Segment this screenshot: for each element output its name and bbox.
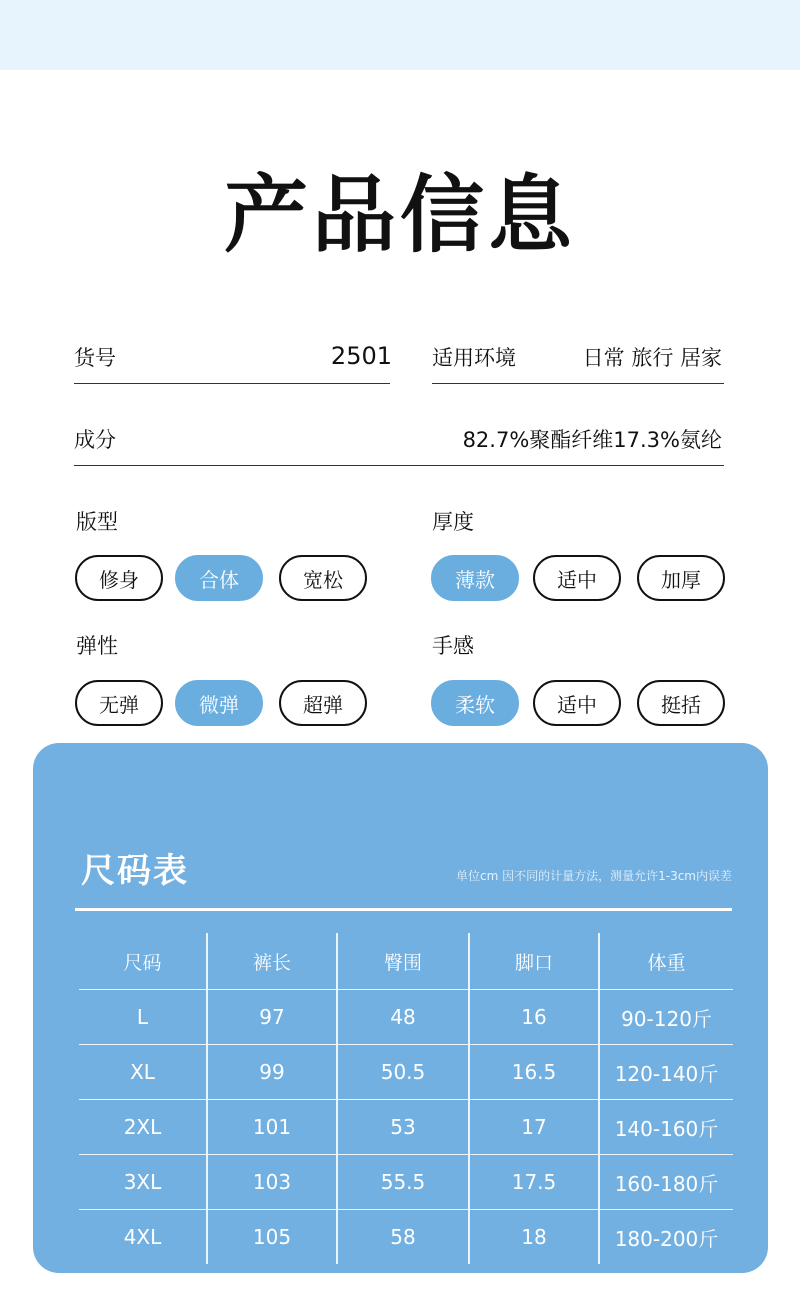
table-row — [79, 1045, 733, 1100]
item-no-value: 2501 — [330, 342, 392, 370]
cell-length: 101 — [207, 1100, 337, 1155]
size-chart-note: 单位cm 因不同的计量方法，测量允许1-3cm内误差 — [456, 869, 732, 883]
cell-weight: 120-140斤 — [599, 1045, 733, 1100]
cell-hip: 48 — [337, 990, 469, 1045]
size-chart-rule — [75, 908, 732, 911]
table-row — [79, 1210, 733, 1265]
cell-hem: 18 — [469, 1210, 599, 1265]
header-length: 裤长 — [207, 933, 337, 990]
cell-weight: 180-200斤 — [599, 1210, 733, 1265]
cell-length: 99 — [207, 1045, 337, 1100]
feel-label: 手感 — [432, 634, 474, 658]
fit-option-slim[interactable]: 修身 — [75, 555, 163, 601]
divider — [432, 383, 724, 384]
material-label: 成分 — [74, 428, 116, 452]
cell-hem: 17 — [469, 1100, 599, 1155]
thickness-label: 厚度 — [432, 510, 474, 534]
stretch-option-slight[interactable]: 微弹 — [175, 680, 263, 726]
top-band — [0, 0, 800, 70]
scene-label: 适用环境 — [432, 346, 516, 370]
cell-hip: 53 — [337, 1100, 469, 1155]
cell-size: XL — [79, 1045, 207, 1100]
scene-value: 日常 旅行 居家 — [582, 346, 722, 370]
stretch-option-none[interactable]: 无弹 — [75, 680, 163, 726]
cell-length: 103 — [207, 1155, 337, 1210]
table-row — [79, 1155, 733, 1210]
cell-hip: 55.5 — [337, 1155, 469, 1210]
stretch-label: 弹性 — [76, 634, 118, 658]
divider — [74, 383, 390, 384]
fit-label: 版型 — [76, 510, 118, 534]
fit-option-loose[interactable]: 宽松 — [279, 555, 367, 601]
cell-hem: 17.5 — [469, 1155, 599, 1210]
header-hip: 臀围 — [337, 933, 469, 990]
item-no-label: 货号 — [74, 346, 116, 370]
cell-size: L — [79, 990, 207, 1045]
feel-option-soft[interactable]: 柔软 — [431, 680, 519, 726]
feel-option-stiff[interactable]: 挺括 — [637, 680, 725, 726]
size-chart-title: 尺码表 — [81, 851, 189, 891]
stretch-option-high[interactable]: 超弹 — [279, 680, 367, 726]
table-row — [79, 1100, 733, 1155]
cell-size: 3XL — [79, 1155, 207, 1210]
table-row — [79, 990, 733, 1045]
cell-hip: 58 — [337, 1210, 469, 1265]
divider — [74, 465, 724, 466]
thickness-option-thick[interactable]: 加厚 — [637, 555, 725, 601]
thickness-option-medium[interactable]: 适中 — [533, 555, 621, 601]
size-table-header — [79, 933, 733, 990]
feel-option-medium[interactable]: 适中 — [533, 680, 621, 726]
cell-length: 105 — [207, 1210, 337, 1265]
cell-weight: 140-160斤 — [599, 1100, 733, 1155]
page-title: 产品信息 — [223, 166, 576, 264]
cell-hip: 50.5 — [337, 1045, 469, 1100]
header-weight: 体重 — [599, 933, 733, 990]
thickness-option-thin[interactable]: 薄款 — [431, 555, 519, 601]
cell-size: 2XL — [79, 1100, 207, 1155]
header-size: 尺码 — [123, 951, 162, 974]
cell-weight: 160-180斤 — [599, 1155, 733, 1210]
size-chart-panel — [33, 743, 768, 1273]
cell-hem: 16 — [469, 990, 599, 1045]
material-value: 82.7%聚酯纤维17.3%氨纶 — [462, 428, 722, 452]
cell-weight: 90-120斤 — [599, 990, 733, 1045]
cell-length: 97 — [207, 990, 337, 1045]
fit-option-regular[interactable]: 合体 — [175, 555, 263, 601]
cell-size: 4XL — [79, 1210, 207, 1265]
size-table — [79, 933, 733, 1264]
header-hem: 脚口 — [469, 933, 599, 990]
cell-hem: 16.5 — [469, 1045, 599, 1100]
